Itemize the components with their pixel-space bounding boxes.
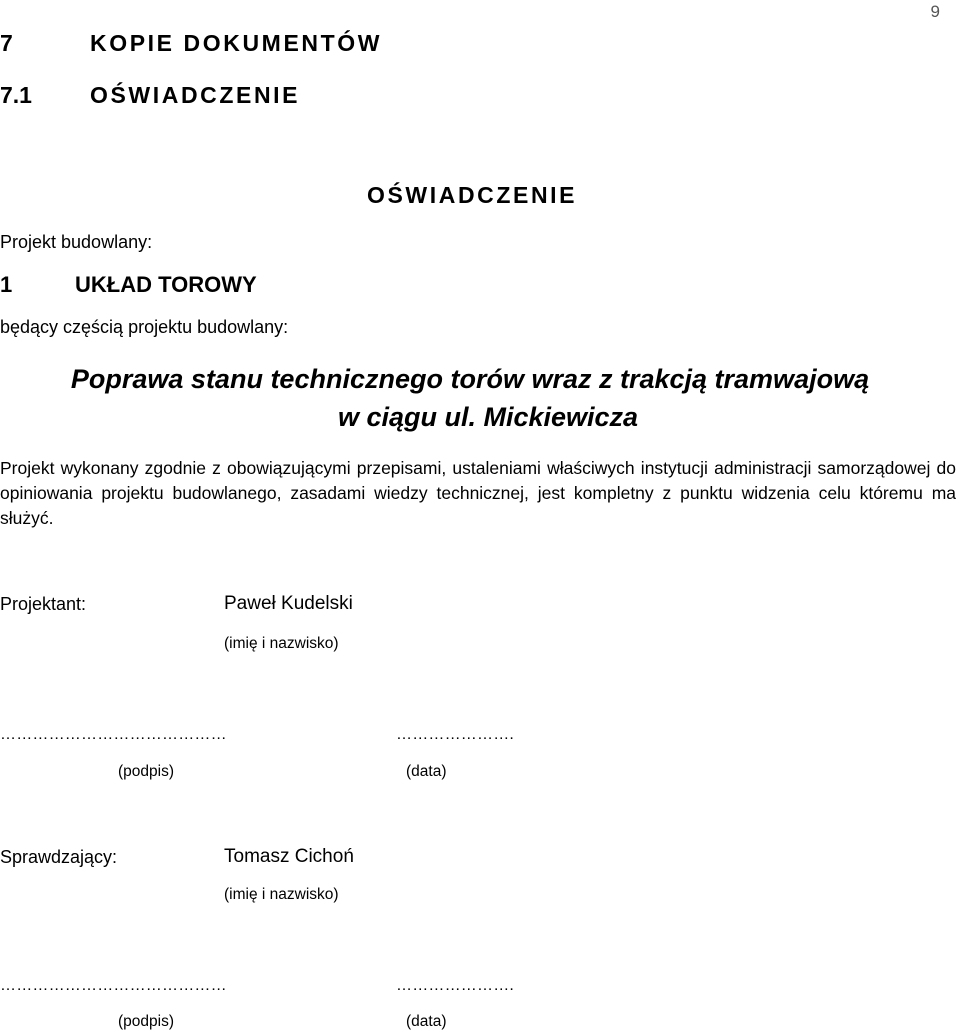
project-name-text: UKŁAD TOROWY bbox=[75, 272, 257, 297]
section-number: 7 bbox=[0, 30, 13, 56]
statement-text: Projekt wykonany zgodnie z obowiązującymi przepisami, ustaleniami właściwych instytucji administracji samorządowej do opiniowania projektu budowlanego, zasadami wiedzy technicznej, jest kompletny z punktu widzenia celu któremu ma służyć. bbox=[0, 458, 956, 528]
subsection-heading bbox=[0, 82, 300, 109]
designer-date-line: …………………. bbox=[396, 726, 515, 743]
subsection-number: 7.1 bbox=[0, 82, 32, 108]
part-label: będący częścią projektu budowlany: bbox=[0, 317, 289, 337]
checker-name: Tomasz Cichoń bbox=[224, 846, 354, 867]
project-title-line-2: w ciągu ul. Mickiewicza bbox=[337, 402, 639, 432]
checker-signature-caption: (podpis) bbox=[118, 1013, 174, 1030]
project-number: 1 bbox=[0, 272, 13, 297]
project-label: Projekt budowlany: bbox=[0, 232, 153, 252]
project-name bbox=[0, 272, 257, 298]
section-title: KOPIE DOKUMENTÓW bbox=[90, 30, 383, 56]
designer-name: Paweł Kudelski bbox=[224, 593, 353, 614]
designer-signature-line: …………………………………… bbox=[0, 726, 227, 743]
designer-name-caption: (imię i nazwisko) bbox=[224, 635, 339, 652]
section-heading bbox=[0, 30, 382, 57]
designer-date-caption: (data) bbox=[406, 763, 447, 780]
project-title bbox=[0, 360, 960, 436]
designer-signature-caption: (podpis) bbox=[118, 763, 174, 780]
designer-label: Projektant: bbox=[0, 594, 87, 614]
checker-date-line: …………………. bbox=[396, 977, 515, 994]
checker-signature-line: …………………………………… bbox=[0, 977, 227, 994]
checker-name-caption: (imię i nazwisko) bbox=[224, 886, 339, 903]
statement-title: OŚWIADCZENIE bbox=[367, 182, 578, 208]
project-title-line-1: Poprawa stanu technicznego torów wraz z trakcją tramwajową bbox=[70, 364, 870, 394]
checker-date-caption: (data) bbox=[406, 1013, 447, 1030]
page-number: 9 bbox=[930, 2, 940, 21]
subsection-title: OŚWIADCZENIE bbox=[90, 82, 301, 108]
checker-label: Sprawdzający: bbox=[0, 847, 118, 867]
